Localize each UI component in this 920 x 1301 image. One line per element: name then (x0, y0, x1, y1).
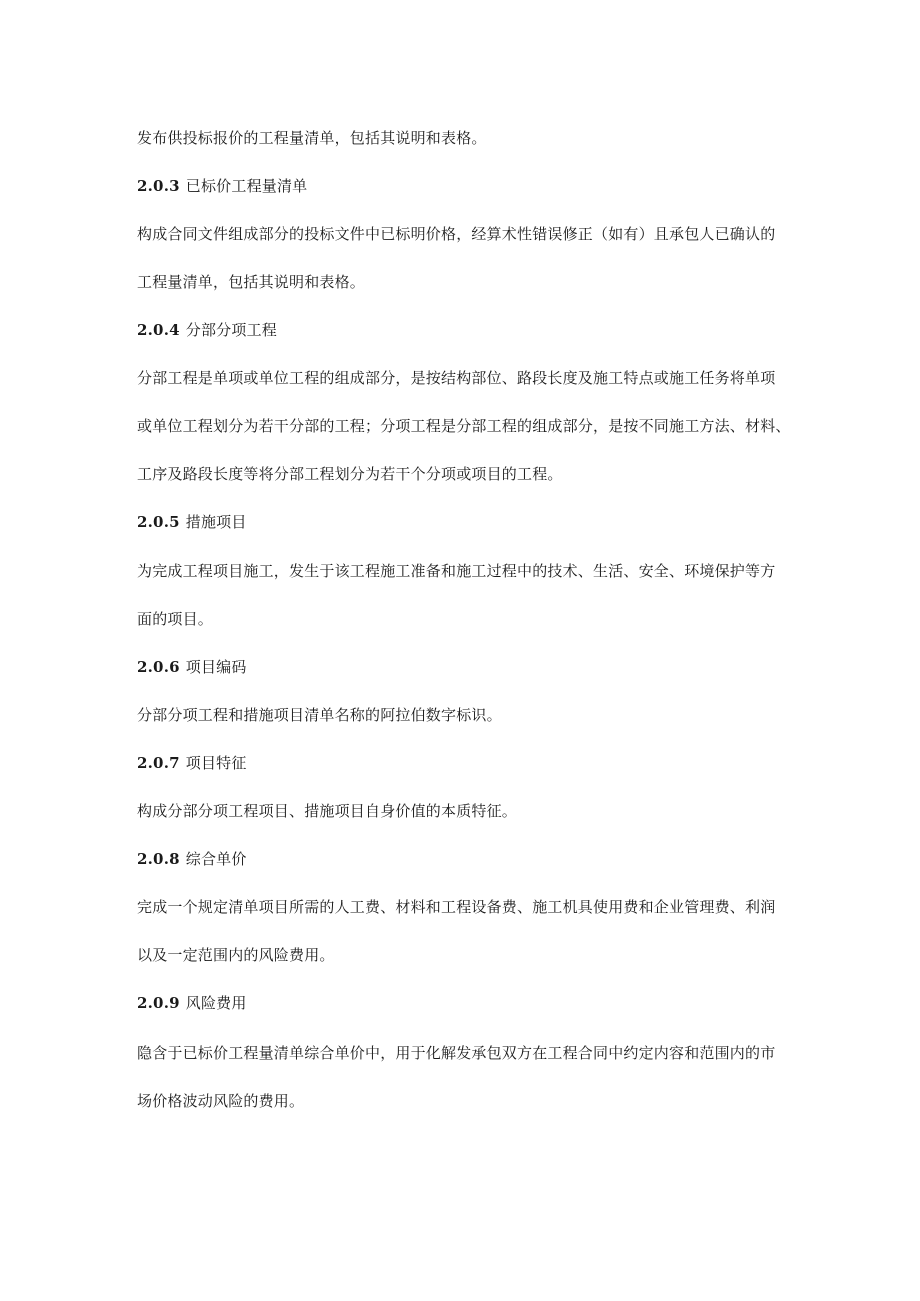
body-line: 完成一个规定清单项目所需的人工费、材料和工程设备费、施工机具使用费和企业管理费、利润 (137, 898, 776, 916)
section-number: 2.0.8 (137, 850, 180, 868)
body-line: 构成合同文件组成部分的投标文件中已标明价格，经算术性错误修正（如有）且承包人已确认的 (137, 225, 776, 243)
section-heading-2-0-9 (137, 993, 787, 1013)
intro-paragraph: 发布供投标报价的工程量清单，包括其说明和表格。 (137, 129, 487, 147)
body-line: 场价格波动风险的费用。 (137, 1092, 305, 1110)
body-line: 工序及路段长度等将分部工程划分为若干个分项或项目的工程。 (137, 465, 563, 483)
body-line: 构成分部分项工程项目、措施项目自身价值的本质特征。 (137, 802, 518, 820)
body-line: 工程量清单，包括其说明和表格。 (137, 273, 366, 291)
section-title: 综合单价 (185, 850, 247, 868)
section-title: 项目特征 (185, 754, 247, 772)
section-number: 2.0.7 (137, 754, 180, 772)
section-number: 2.0.9 (137, 994, 180, 1012)
section-heading-2-0-8 (137, 849, 787, 869)
section-heading-2-0-7 (137, 753, 787, 773)
section-title: 分部分项工程 (185, 321, 277, 339)
section-number: 2.0.6 (137, 658, 180, 676)
body-line: 或单位工程划分为若干分部的工程；分项工程是分部工程的组成部分，是按不同施工方法、材料、 (137, 417, 791, 435)
body-line: 以及一定范围内的风险费用。 (137, 946, 335, 964)
section-heading-2-0-3 (137, 176, 787, 196)
section-heading-2-0-4 (137, 320, 787, 340)
body-line: 面的项目。 (137, 610, 214, 628)
section-number: 2.0.3 (137, 177, 180, 195)
section-title: 已标价工程量清单 (185, 177, 308, 195)
body-line: 分部工程是单项或单位工程的组成部分，是按结构部位、路段长度及施工特点或施工任务将单项 (137, 369, 776, 387)
section-heading-2-0-6 (137, 657, 787, 677)
body-line: 分部分项工程和措施项目清单名称的阿拉伯数字标识。 (137, 706, 502, 724)
body-line: 隐含于已标价工程量清单综合单价中，用于化解发承包双方在工程合同中约定内容和范围内的市 (137, 1044, 776, 1062)
section-title: 措施项目 (185, 513, 247, 531)
section-heading-2-0-5 (137, 512, 787, 532)
section-number: 2.0.5 (137, 513, 180, 531)
body-line: 为完成工程项目施工，发生于该工程施工准备和施工过程中的技术、生活、安全、环境保护等方 (137, 562, 776, 580)
section-title: 风险费用 (185, 994, 247, 1012)
section-number: 2.0.4 (137, 321, 180, 339)
section-title: 项目编码 (185, 658, 247, 676)
